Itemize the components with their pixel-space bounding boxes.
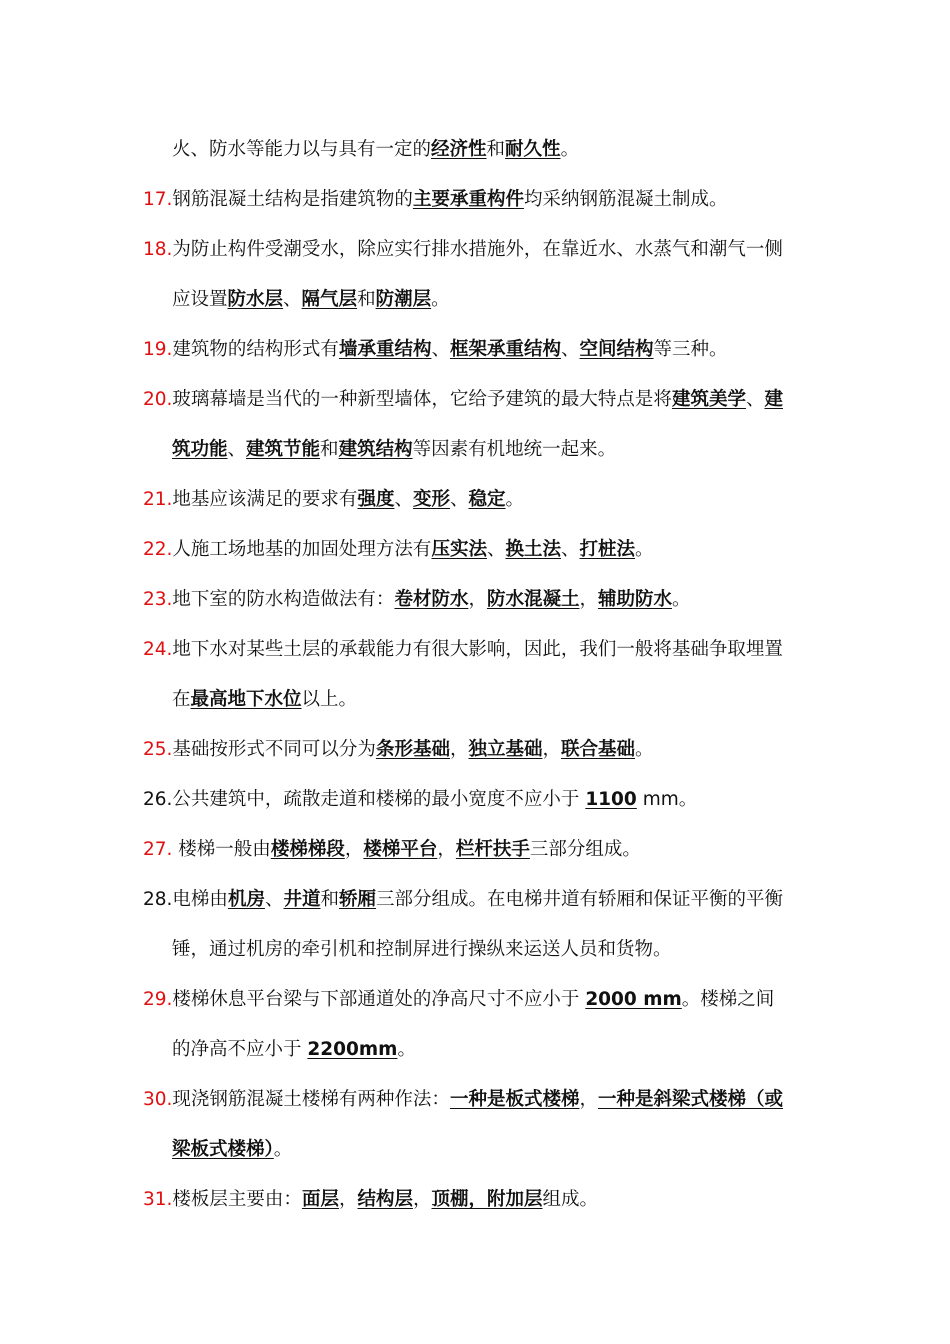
body-text: 在 [172,689,191,710]
item-number: 22. [143,539,173,560]
text-line [143,237,783,263]
item-number: 28. [143,889,173,910]
item-number: 31. [143,1189,173,1210]
text-line [143,1087,783,1113]
body-text: 等三种。 [653,339,728,360]
body-text: 锤，通过机房的牵引机和控制屏进行操纵来运送人员和货物。 [172,939,672,960]
answer-keyword: 最高地下水位 [190,689,302,710]
answer-keyword: 顶棚，附加层 [431,1189,543,1210]
body-text: 地基应该满足的要求有 [172,489,358,510]
text-line [143,487,524,513]
text-line [172,437,616,463]
text-line [172,287,450,313]
answer-keyword: 强度 [357,489,395,510]
text-line [143,987,774,1013]
body-text: 。 [635,739,654,760]
answer-keyword: 建筑节能 [246,439,321,460]
body-text: 、 [449,489,469,510]
text-line [172,137,579,163]
answer-keyword: 2200mm [307,1039,398,1060]
body-text: 、 [431,339,450,360]
text-line [172,937,672,963]
text-line [143,387,783,413]
answer-keyword: 空间结构 [579,339,654,360]
answer-keyword: 卷材防水 [394,589,469,610]
item-number: 27. [143,839,173,860]
body-text: 、 [227,439,247,460]
answer-keyword: 稳定 [468,489,506,510]
text-line [143,837,641,863]
body-text: 现浇钢筋混凝土楼梯有两种作法： [172,1089,450,1110]
item-number: 29. [143,989,173,1010]
answer-keyword: 压实法 [431,539,487,560]
answer-keyword: 楼梯平台 [363,839,438,860]
body-text: ， [344,839,364,860]
answer-keyword: 井道 [283,889,321,910]
body-text: 、 [560,339,580,360]
body-text: 的净高不应小于 [172,1039,308,1060]
answer-keyword: 主要承重构件 [412,189,524,210]
answer-keyword: 2000 mm [585,989,682,1010]
item-number: 30. [143,1089,173,1110]
body-text: 和 [357,289,376,310]
body-text: ， [468,589,487,610]
body-text: ， [437,839,456,860]
answer-keyword: 换土法 [505,539,561,560]
answer-keyword: 变形 [412,489,450,510]
body-text: 、 [745,389,765,410]
answer-keyword: 机房 [227,889,265,910]
item-number: 18. [143,239,173,260]
body-text: 地下水对某些土层的承载能力有很大影响，因此，我们一般将基础争取埋置 [172,639,783,660]
answer-keyword: 一种是板式楼梯 [449,1089,580,1110]
body-text: 组成。 [542,1189,599,1210]
item-number: 23. [143,589,173,610]
answer-keyword: 防水层 [227,289,284,310]
answer-keyword: 1100 [585,789,637,810]
body-text: mm。 [636,789,698,810]
item-number: 25. [143,739,173,760]
body-text: ， [579,589,598,610]
text-line [143,587,691,613]
body-text: ， [579,1089,598,1110]
body-text: 、 [486,539,506,560]
text-line [143,187,727,213]
body-text: 楼板层主要由： [172,1189,302,1210]
answer-keyword: 隔气层 [301,289,358,310]
answer-keyword: 楼梯梯段 [270,839,345,860]
body-text: 和 [486,139,506,160]
item-number: 26. [143,789,173,810]
body-text: 、 [560,539,580,560]
answer-keyword: 经济性 [431,139,487,160]
answer-keyword: 结构层 [357,1189,413,1210]
body-text: 。 [505,489,525,510]
body-text: 电梯由 [172,889,228,910]
body-text: 为防止构件受潮受水，除应实行排水措施外，在靠近水、水蒸气和潮气一侧 [172,239,783,260]
body-text: 。 [273,1139,293,1160]
text-line [172,687,357,713]
text-line [143,887,783,913]
body-text: ， [412,1189,432,1210]
text-line [172,1037,416,1063]
answer-keyword: 框架承重结构 [449,339,561,360]
answer-keyword: 墙承重结构 [338,339,432,360]
body-text: 。 [397,1039,416,1060]
body-text: 钢筋混凝土结构是指建筑物的 [172,189,413,210]
answer-keyword: 联合基础 [561,739,636,760]
item-number: 19. [143,339,173,360]
body-text: 等因素有机地统一起来。 [412,439,617,460]
answer-keyword: 防潮层 [375,289,432,310]
body-text: 、 [283,289,302,310]
body-text: 楼梯休息平台梁与下部通道处的净高尺寸不应小于 [172,989,586,1010]
body-text: 。 [560,139,580,160]
body-text: 公共建筑中，疏散走道和楼梯的最小宽度不应小于 [172,789,586,810]
answer-keyword: 辅助防水 [598,589,673,610]
body-text: ， [449,739,469,760]
answer-keyword: 轿厢 [339,889,377,910]
body-text: 以上。 [301,689,358,710]
text-line [143,337,728,363]
answer-keyword: 条形基础 [375,739,450,760]
answer-keyword: 建 [764,389,783,410]
answer-keyword: 栏杆扶手 [455,839,530,860]
body-text: 均采纳钢筋混凝土制成。 [523,189,728,210]
answer-keyword: 独立基础 [468,739,543,760]
body-text: 地下室的防水构造做法有： [172,589,395,610]
answer-keyword: 建筑美学 [671,389,746,410]
body-text: 。 [431,289,450,310]
body-text: 玻璃幕墙是当代的一种新型墙体，它给予建筑的最大特点是将 [172,389,672,410]
text-line [143,637,783,663]
answer-keyword: 打桩法 [579,539,636,560]
text-line [143,787,697,813]
item-number: 24. [143,639,173,660]
answer-keyword: 梁板式楼梯） [172,1139,274,1160]
answer-keyword: 耐久性 [505,139,561,160]
text-line [172,1137,292,1163]
body-text: 人施工场地基的加固处理方法有 [172,539,432,560]
body-text: 三部分组成。 [529,839,641,860]
body-text: 、 [394,489,413,510]
body-text: 和 [320,439,339,460]
answer-keyword: 筑功能 [172,439,228,460]
answer-keyword: 面层 [301,1189,339,1210]
text-line [143,737,654,763]
answer-keyword: 防水混凝土 [486,589,580,610]
item-number: 17. [143,189,173,210]
answer-keyword: 建筑结构 [338,439,413,460]
body-text: 建筑物的结构形式有 [172,339,339,360]
body-text: ， [542,739,561,760]
body-text: 。 [635,539,654,560]
text-line [143,537,654,563]
body-text: 火、防水等能力以与具有一定的 [172,139,432,160]
text-line [143,1187,598,1213]
body-text: 。 [672,589,691,610]
body-text: 、 [264,889,284,910]
body-text: 。楼梯之间 [681,989,775,1010]
body-text: ， [338,1189,358,1210]
item-number: 20. [143,389,173,410]
body-text: 三部分组成。在电梯井道有轿厢和保证平衡的平衡 [376,889,784,910]
item-number: 21. [143,489,173,510]
answer-keyword: 一种是斜梁式楼梯（或 [597,1089,783,1110]
body-text: 应设置 [172,289,228,310]
body-text: 楼梯一般由 [172,839,271,860]
body-text: 基础按形式不同可以分为 [172,739,376,760]
body-text: 和 [320,889,339,910]
